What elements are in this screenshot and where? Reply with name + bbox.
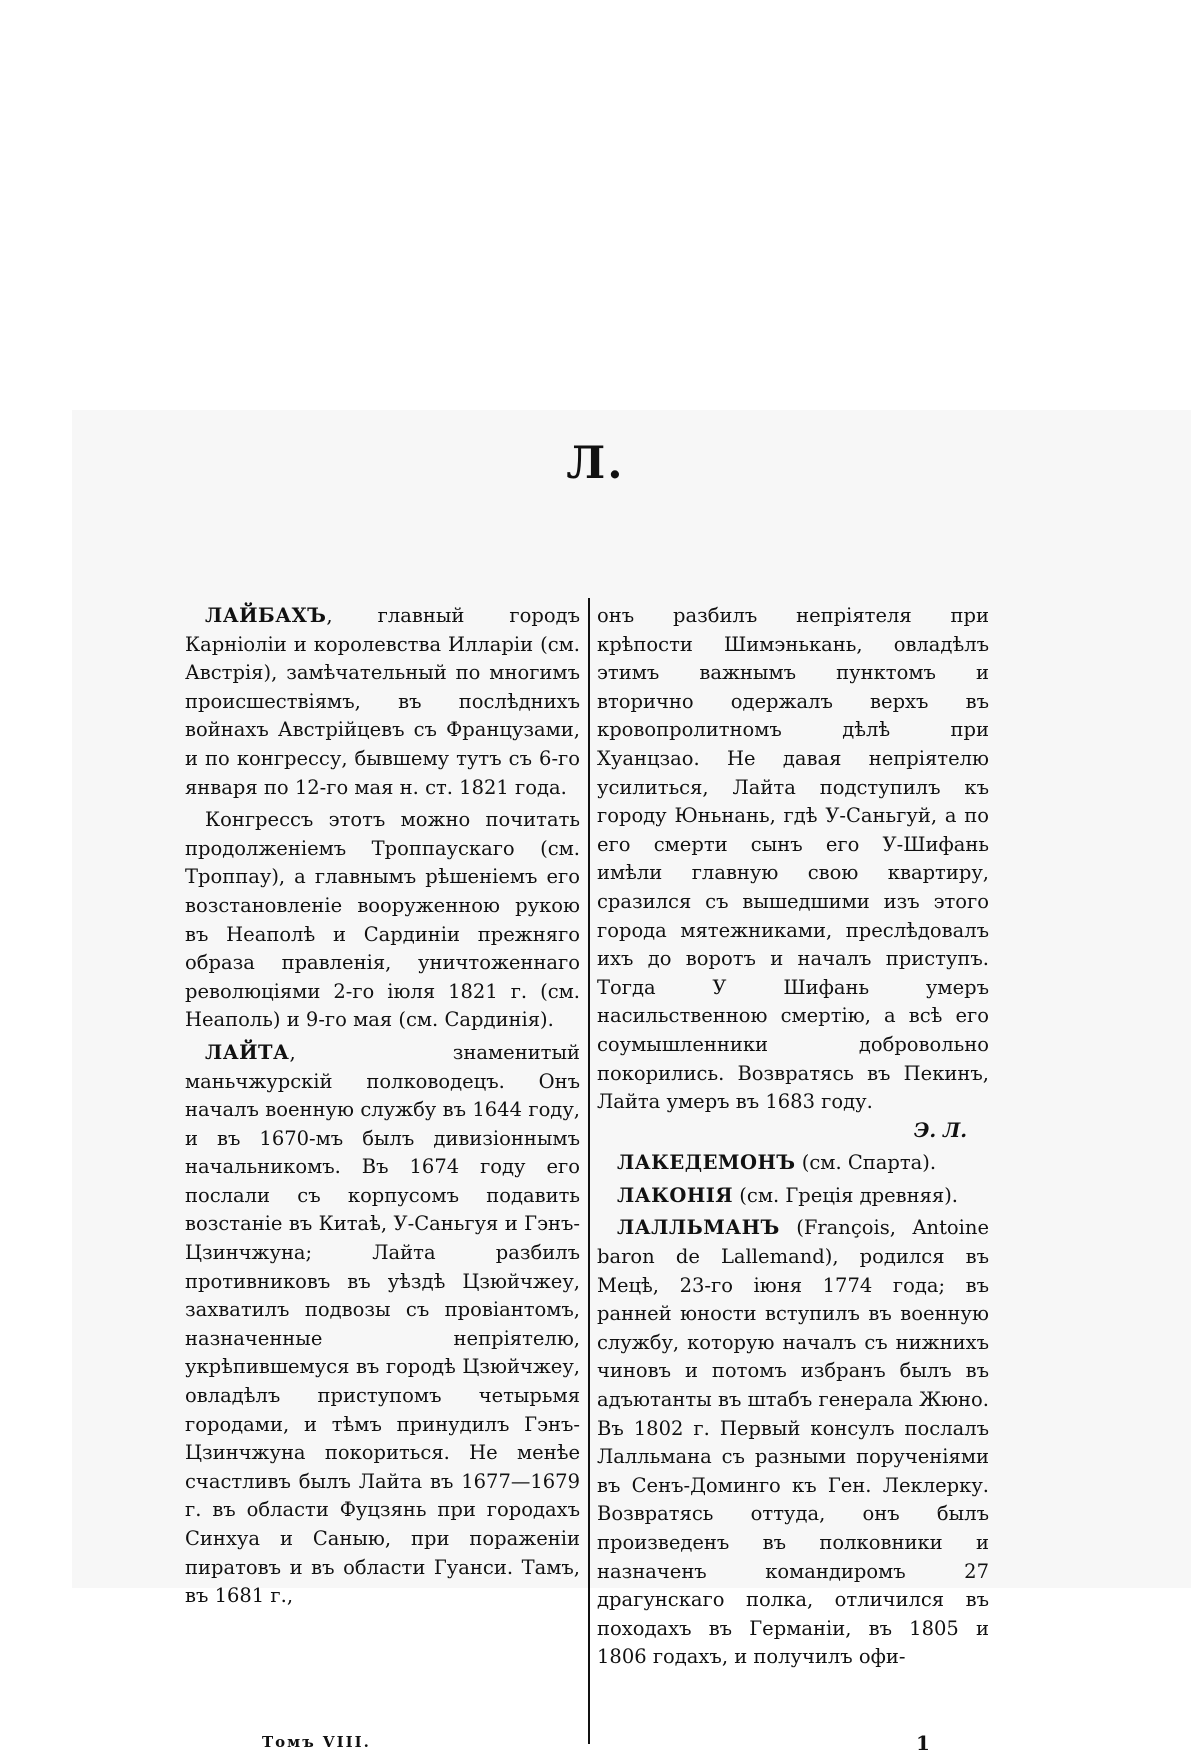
left-column <box>185 602 580 1611</box>
column-divider <box>588 598 590 1744</box>
entry-text: онъ разбилъ непріятеля при крѣпости Шимэнькань, овладѣлъ этимъ важнымъ пунктомъ и вторично одержалъ верхъ въ кровопролитномъ дѣлѣ при Хуанцзао. Не давая непріятелю усилиться, Лайта подступилъ къ городу Юньнань, гдѣ У-Саньгуй, а по его смерти сынъ его У-Шифань имѣли главную свою квартиру, сразился съ вышедшими изъ этого города мятежниками, преслѣдовалъ ихъ до воротъ и началъ приступъ. Тогда У Шифань умеръ насильственною смертію, а всѣ его соумышленники добровольно покорились. Возвратясь въ Пекинъ, Лайта умеръ въ 1683 году. <box>597 604 989 1114</box>
volume-label: Томъ VIII. <box>262 1733 371 1751</box>
entry-text: (см. Спарта). <box>795 1151 937 1175</box>
entry-lakedemon <box>597 1149 989 1178</box>
entry-text: (см. Греція древняя). <box>733 1183 959 1207</box>
entry-laibach <box>185 602 580 802</box>
headword: ЛАЙБАХЪ <box>205 604 327 627</box>
headword: ЛАЙТА <box>205 1040 290 1064</box>
headword: ЛАКОНІЯ <box>617 1183 734 1207</box>
author-signature: Э. Л. <box>913 1118 967 1142</box>
entry-lakonia <box>597 1182 989 1211</box>
entry-paragraph <box>597 602 989 1117</box>
section-letter: Л. <box>566 438 625 489</box>
entry-text: , главный городъ Карніоліи и королевства Илларіи (см. Австрія), замѣчательный по многимъ происшествіямъ, въ послѣднихъ войнахъ Австрійцевъ съ Французами, и по конгрессу, бывшему тутъ съ 6-го января по 12-го мая н. ст. 1821 года. <box>185 604 580 799</box>
headword: ЛАЛЛЬМАНЪ <box>617 1216 780 1240</box>
entry-text: , знаменитый маньчжурскій полководецъ. Онъ началъ военную службу въ 1644 году, и въ 1670-мъ былъ дивизіоннымъ начальникомъ. Въ 1674 году его послали съ корпусомъ подавить возстаніе въ Китаѣ, У-Саньгуя и Гэнъ-Цзинчжуна; Лайта разбилъ противниковъ въ уѣздѣ Цзюйчжеу, захватилъ подвозы съ провіантомъ, назначенные непріятелю, укрѣпившемуся въ городѣ Цзюйчжеу, овладѣлъ приступомъ четырьмя городами, и тѣмъ принудилъ Гэнъ-Цзинчжуна покориться. Не менѣе счастливъ былъ Лайта въ 1677—1679 г. въ области Фуцзянь при городахъ Синхуа и Саныю, при пораженіи пиратовъ и въ области Гуанси. Тамъ, въ 1681 г., <box>185 1040 580 1608</box>
right-column <box>597 602 989 1672</box>
entry-lallemand <box>597 1214 989 1672</box>
entry-text: Конгрессъ этотъ можно почитать продолженіемъ Троппаускаго (см. Троппау), а главнымъ рѣшеніемъ его возстановленіе вооруженною рукою въ Неаполѣ и Сардиніи прежняго образа правленія, уничтоженнаго революціями 2-го іюля 1821 г. (см. Неаполь) и 9-го мая (см. Сардинія). <box>185 808 580 1032</box>
headword: ЛАКЕДЕМОНЪ <box>617 1151 796 1175</box>
entry-laita <box>185 1039 580 1611</box>
entry-paragraph <box>185 806 580 1035</box>
page-number: 1 <box>916 1731 930 1755</box>
entry-text: (François, Antoine baron de Lallemand), родился въ Мецѣ, 23-го іюня 1774 года; въ ранней юности вступилъ въ военную службу, которую началъ съ нижнихъ чиновъ и потомъ избранъ былъ въ адъютанты въ штабъ генерала Жюно. Въ 1802 г. Первый консулъ послалъ Лалльмана съ разными порученіями въ Сенъ-Доминго къ Ген. Леклерку. Возвратясь оттуда, онъ былъ произведенъ въ полковники и назначенъ командиромъ 27 драгунскаго полка, отличился въ походахъ въ Германіи, въ 1805 и 1806 годахъ, и получилъ офи- <box>597 1216 989 1669</box>
